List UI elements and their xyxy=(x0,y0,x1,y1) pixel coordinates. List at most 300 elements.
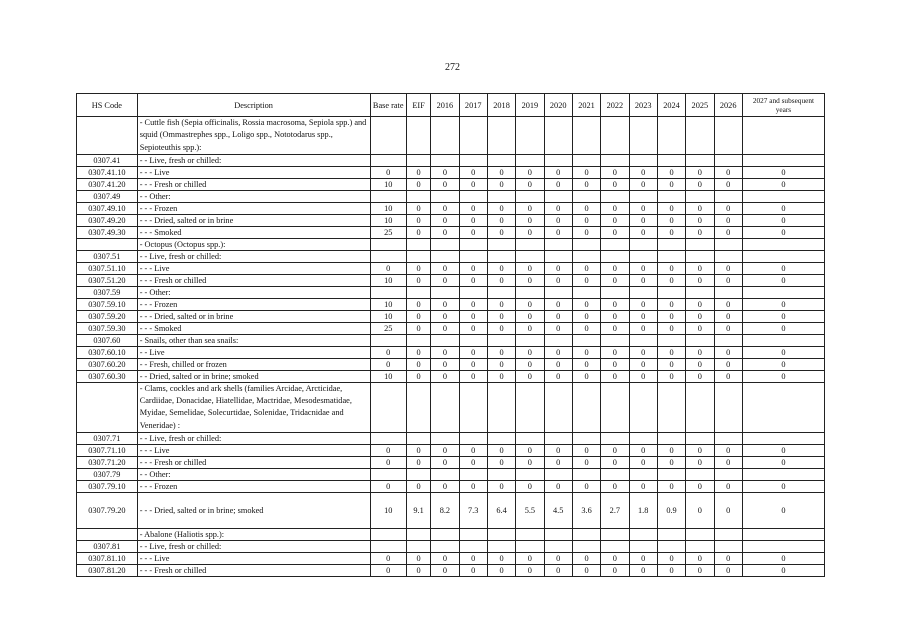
rate-cell: 0 xyxy=(601,178,629,190)
description-cell: - - - Fresh or chilled xyxy=(137,565,370,577)
rate-cell: 0 xyxy=(686,274,714,286)
rate-cell xyxy=(742,334,824,346)
header-year-2019: 2019 xyxy=(516,94,544,117)
rate-cell xyxy=(686,382,714,432)
rate-cell: 0 xyxy=(431,346,459,358)
rate-cell xyxy=(459,334,487,346)
rate-cell: 0 xyxy=(431,358,459,370)
rate-cell: 0 xyxy=(742,166,824,178)
rate-cell xyxy=(516,250,544,262)
rate-cell: 0 xyxy=(657,274,685,286)
rate-cell: 0 xyxy=(601,202,629,214)
rate-cell: 0 xyxy=(431,565,459,577)
rate-cell: 0 xyxy=(686,358,714,370)
table-row xyxy=(77,262,825,274)
rate-cell: 0 xyxy=(459,226,487,238)
rate-cell: 0 xyxy=(459,310,487,322)
rate-cell: 0 xyxy=(714,481,742,493)
rate-cell xyxy=(657,286,685,298)
rate-cell: 0 xyxy=(516,370,544,382)
rate-cell xyxy=(487,154,515,166)
rate-cell: 0 xyxy=(686,445,714,457)
rate-cell xyxy=(370,286,406,298)
rate-cell xyxy=(487,382,515,432)
rate-cell: 0 xyxy=(686,370,714,382)
description-cell: - - - Smoked xyxy=(137,226,370,238)
rate-cell: 0 xyxy=(544,565,572,577)
rate-cell: 0 xyxy=(742,298,824,310)
header-year-2023: 2023 xyxy=(629,94,657,117)
rate-cell: 0 xyxy=(370,445,406,457)
rate-cell xyxy=(516,469,544,481)
rate-cell: 0 xyxy=(370,166,406,178)
table-row xyxy=(77,214,825,226)
rate-cell: 0 xyxy=(714,457,742,469)
rate-cell xyxy=(742,250,824,262)
rate-cell: 0 xyxy=(459,346,487,358)
rate-cell: 0 xyxy=(742,178,824,190)
rate-cell xyxy=(686,238,714,250)
rate-cell: 0 xyxy=(686,346,714,358)
description-cell: - - - Live xyxy=(137,166,370,178)
rate-cell: 0 xyxy=(686,457,714,469)
rate-cell xyxy=(629,190,657,202)
header-year-2021: 2021 xyxy=(572,94,600,117)
rate-cell xyxy=(601,541,629,553)
rate-cell: 0 xyxy=(544,445,572,457)
rate-cell: 0 xyxy=(406,457,430,469)
description-cell: - - Live xyxy=(137,346,370,358)
rate-cell xyxy=(544,433,572,445)
rate-cell: 0 xyxy=(544,457,572,469)
rate-cell: 0 xyxy=(431,166,459,178)
rate-cell xyxy=(601,117,629,155)
rate-cell: 0 xyxy=(516,214,544,226)
rate-cell xyxy=(431,433,459,445)
rate-cell xyxy=(686,541,714,553)
rate-cell: 0 xyxy=(544,214,572,226)
rate-cell: 0 xyxy=(742,370,824,382)
rate-cell: 0 xyxy=(544,370,572,382)
rate-cell: 0 xyxy=(459,457,487,469)
rate-cell xyxy=(742,286,824,298)
rate-cell: 0 xyxy=(629,481,657,493)
rate-cell xyxy=(370,382,406,432)
rate-cell xyxy=(370,334,406,346)
header-description: Description xyxy=(137,94,370,117)
rate-cell: 0 xyxy=(601,565,629,577)
rate-cell: 0 xyxy=(487,202,515,214)
rate-cell xyxy=(487,433,515,445)
rate-cell: 0 xyxy=(459,565,487,577)
description-cell: - - Live, fresh or chilled: xyxy=(137,433,370,445)
rate-cell: 0 xyxy=(431,553,459,565)
rate-cell xyxy=(459,238,487,250)
table-row xyxy=(77,322,825,334)
rate-cell: 0 xyxy=(742,493,824,529)
rate-cell: 0 xyxy=(742,553,824,565)
rate-cell: 0 xyxy=(516,262,544,274)
rate-cell: 0 xyxy=(629,346,657,358)
rate-cell xyxy=(459,469,487,481)
rate-cell: 0 xyxy=(686,310,714,322)
rate-cell xyxy=(406,154,430,166)
rate-cell xyxy=(370,469,406,481)
rate-cell: 10 xyxy=(370,310,406,322)
rate-cell: 0 xyxy=(544,358,572,370)
rate-cell xyxy=(742,238,824,250)
table-row xyxy=(77,190,825,202)
table-row xyxy=(77,250,825,262)
rate-cell xyxy=(629,250,657,262)
header-year-2020: 2020 xyxy=(544,94,572,117)
rate-cell xyxy=(629,469,657,481)
description-cell: - - - Smoked xyxy=(137,322,370,334)
rate-cell xyxy=(487,334,515,346)
rate-cell: 0 xyxy=(629,226,657,238)
rate-cell xyxy=(686,469,714,481)
rate-cell: 0 xyxy=(459,202,487,214)
table-row xyxy=(77,274,825,286)
rate-cell: 0 xyxy=(459,214,487,226)
rate-cell xyxy=(487,190,515,202)
rate-cell: 0 xyxy=(572,346,600,358)
rate-cell xyxy=(601,529,629,541)
table-row xyxy=(77,433,825,445)
rate-cell: 0 xyxy=(516,226,544,238)
header-year-2026: 2026 xyxy=(714,94,742,117)
rate-cell xyxy=(487,529,515,541)
rate-cell: 0 xyxy=(657,262,685,274)
rate-cell: 0 xyxy=(742,262,824,274)
rate-cell: 0 xyxy=(544,310,572,322)
table-row xyxy=(77,298,825,310)
rate-cell: 0 xyxy=(459,358,487,370)
description-cell: - - Fresh, chilled or frozen xyxy=(137,358,370,370)
rate-cell xyxy=(544,334,572,346)
description-cell: - - Other: xyxy=(137,286,370,298)
rate-cell: 0 xyxy=(686,202,714,214)
rate-cell: 0 xyxy=(487,166,515,178)
rate-cell: 0 xyxy=(742,214,824,226)
rate-cell: 0 xyxy=(629,274,657,286)
rate-cell xyxy=(487,250,515,262)
rate-cell xyxy=(459,154,487,166)
header-hs-code: HS Code xyxy=(77,94,138,117)
rate-cell: 0 xyxy=(431,262,459,274)
rate-cell xyxy=(657,190,685,202)
rate-cell xyxy=(686,190,714,202)
hs-code-cell: 0307.41 xyxy=(77,154,138,166)
rate-cell xyxy=(714,250,742,262)
rate-cell: 10 xyxy=(370,178,406,190)
rate-cell xyxy=(516,541,544,553)
rate-cell xyxy=(714,541,742,553)
rate-cell xyxy=(406,250,430,262)
rate-cell: 0 xyxy=(714,445,742,457)
rate-cell: 0 xyxy=(544,346,572,358)
rate-cell xyxy=(487,541,515,553)
rate-cell: 1.8 xyxy=(629,493,657,529)
rate-cell: 0 xyxy=(657,445,685,457)
rate-cell: 0 xyxy=(714,358,742,370)
rate-cell: 0 xyxy=(714,322,742,334)
rate-cell xyxy=(686,529,714,541)
rate-cell: 0 xyxy=(487,274,515,286)
table-row xyxy=(77,202,825,214)
rate-cell: 0 xyxy=(686,493,714,529)
rate-cell xyxy=(370,190,406,202)
rate-cell: 0 xyxy=(629,553,657,565)
table-row xyxy=(77,238,825,250)
rate-cell: 9.1 xyxy=(406,493,430,529)
rate-cell: 8.2 xyxy=(431,493,459,529)
rate-cell xyxy=(459,250,487,262)
rate-cell xyxy=(601,334,629,346)
rate-cell xyxy=(431,529,459,541)
rate-cell: 0 xyxy=(516,358,544,370)
table-body xyxy=(77,117,825,577)
rate-cell xyxy=(406,334,430,346)
rate-cell: 0 xyxy=(516,166,544,178)
rate-cell: 0 xyxy=(487,445,515,457)
rate-cell: 0 xyxy=(406,166,430,178)
rate-cell xyxy=(714,286,742,298)
hs-code-cell: 0307.60 xyxy=(77,334,138,346)
rate-cell: 0 xyxy=(714,310,742,322)
rate-cell xyxy=(686,117,714,155)
rate-cell: 0 xyxy=(406,214,430,226)
rate-cell xyxy=(601,190,629,202)
rate-cell xyxy=(516,334,544,346)
rate-cell xyxy=(742,117,824,155)
hs-code-cell: 0307.71.10 xyxy=(77,445,138,457)
table-row xyxy=(77,445,825,457)
rate-cell xyxy=(431,117,459,155)
rate-cell: 0 xyxy=(431,481,459,493)
rate-cell: 0 xyxy=(487,481,515,493)
rate-cell xyxy=(572,433,600,445)
hs-code-cell: 0307.59 xyxy=(77,286,138,298)
rate-cell: 0 xyxy=(459,274,487,286)
rate-cell: 0 xyxy=(544,226,572,238)
rate-cell: 0 xyxy=(487,457,515,469)
rate-cell: 0 xyxy=(516,310,544,322)
rate-cell: 0 xyxy=(572,445,600,457)
rate-cell: 3.6 xyxy=(572,493,600,529)
rate-cell xyxy=(629,117,657,155)
rate-cell xyxy=(657,238,685,250)
rate-cell: 0 xyxy=(487,358,515,370)
rate-cell xyxy=(406,469,430,481)
rate-cell xyxy=(657,334,685,346)
description-cell: - Cuttle fish (Sepia officinalis, Rossia macrosoma, Sepiola spp.) and squid (Ommastrephes spp., Loligo spp., Nototodarus spp., Sepioteuthis spp.): xyxy=(137,117,370,155)
rate-cell: 0 xyxy=(572,202,600,214)
rate-cell xyxy=(487,469,515,481)
rate-cell: 0 xyxy=(459,322,487,334)
rate-cell xyxy=(431,334,459,346)
rate-cell xyxy=(629,382,657,432)
rate-cell xyxy=(516,529,544,541)
rate-cell: 0 xyxy=(406,553,430,565)
rate-cell: 0 xyxy=(686,178,714,190)
rate-cell xyxy=(406,433,430,445)
table-row xyxy=(77,481,825,493)
table-row xyxy=(77,370,825,382)
rate-cell: 0 xyxy=(516,274,544,286)
rate-cell: 0 xyxy=(657,226,685,238)
rate-cell xyxy=(544,238,572,250)
rate-cell: 0 xyxy=(516,565,544,577)
rate-cell: 0 xyxy=(406,481,430,493)
rate-cell: 0 xyxy=(516,457,544,469)
rate-cell: 0 xyxy=(459,445,487,457)
rate-cell xyxy=(572,190,600,202)
description-cell: - - Other: xyxy=(137,190,370,202)
rate-cell: 0.9 xyxy=(657,493,685,529)
rate-cell: 0 xyxy=(406,370,430,382)
rate-cell: 0 xyxy=(601,358,629,370)
rate-cell xyxy=(406,190,430,202)
hs-code-cell: 0307.51 xyxy=(77,250,138,262)
rate-cell: 0 xyxy=(714,226,742,238)
rate-cell: 0 xyxy=(714,565,742,577)
rate-cell: 0 xyxy=(516,346,544,358)
rate-cell: 0 xyxy=(714,166,742,178)
rate-cell: 0 xyxy=(406,445,430,457)
rate-cell xyxy=(544,154,572,166)
description-cell: - - - Live xyxy=(137,445,370,457)
table-row xyxy=(77,117,825,155)
rate-cell xyxy=(544,541,572,553)
rate-cell: 0 xyxy=(431,310,459,322)
description-cell: - - - Dried, salted or in brine; smoked xyxy=(137,493,370,529)
table-row xyxy=(77,154,825,166)
rate-cell: 0 xyxy=(657,346,685,358)
rate-cell xyxy=(629,541,657,553)
rate-cell xyxy=(431,250,459,262)
rate-cell: 0 xyxy=(572,178,600,190)
description-cell: - - Live, fresh or chilled: xyxy=(137,154,370,166)
rate-cell xyxy=(686,433,714,445)
rate-cell: 0 xyxy=(714,202,742,214)
rate-cell: 0 xyxy=(459,166,487,178)
rate-cell xyxy=(370,529,406,541)
rate-cell: 0 xyxy=(629,358,657,370)
rate-cell: 0 xyxy=(629,262,657,274)
rate-cell xyxy=(657,529,685,541)
rate-cell: 0 xyxy=(431,298,459,310)
table-row xyxy=(77,457,825,469)
rate-cell: 0 xyxy=(714,553,742,565)
rate-cell xyxy=(714,238,742,250)
rate-cell xyxy=(657,469,685,481)
rate-cell xyxy=(406,382,430,432)
rate-cell: 0 xyxy=(431,214,459,226)
rate-cell xyxy=(370,433,406,445)
table-row xyxy=(77,178,825,190)
rate-cell: 0 xyxy=(601,262,629,274)
rate-cell: 0 xyxy=(686,481,714,493)
rate-cell: 5.5 xyxy=(516,493,544,529)
rate-cell: 0 xyxy=(459,553,487,565)
rate-cell: 0 xyxy=(544,166,572,178)
rate-cell xyxy=(459,382,487,432)
table-row xyxy=(77,541,825,553)
rate-cell: 0 xyxy=(714,214,742,226)
rate-cell: 0 xyxy=(487,178,515,190)
rate-cell: 0 xyxy=(370,481,406,493)
rate-cell: 0 xyxy=(516,553,544,565)
description-cell: - Snails, other than sea snails: xyxy=(137,334,370,346)
header-year-2025: 2025 xyxy=(686,94,714,117)
rate-cell xyxy=(657,250,685,262)
header-year-2016: 2016 xyxy=(431,94,459,117)
rate-cell: 0 xyxy=(572,226,600,238)
hs-code-cell xyxy=(77,117,138,155)
rate-cell: 2.7 xyxy=(601,493,629,529)
description-cell: - - Live, fresh or chilled: xyxy=(137,541,370,553)
rate-cell xyxy=(629,433,657,445)
table-row xyxy=(77,346,825,358)
rate-cell: 0 xyxy=(657,214,685,226)
rate-cell: 0 xyxy=(370,358,406,370)
rate-cell: 0 xyxy=(572,370,600,382)
table-row xyxy=(77,382,825,432)
rate-cell xyxy=(742,469,824,481)
rate-cell xyxy=(544,117,572,155)
rate-cell xyxy=(406,238,430,250)
rate-cell: 0 xyxy=(572,322,600,334)
rate-cell: 0 xyxy=(572,553,600,565)
rate-cell: 0 xyxy=(572,274,600,286)
header-year-2018: 2018 xyxy=(487,94,515,117)
hs-code-cell: 0307.51.10 xyxy=(77,262,138,274)
rate-cell: 0 xyxy=(601,166,629,178)
rate-cell: 0 xyxy=(431,445,459,457)
rate-cell: 0 xyxy=(516,322,544,334)
rate-cell: 0 xyxy=(601,370,629,382)
table-row xyxy=(77,358,825,370)
hs-code-cell: 0307.59.30 xyxy=(77,322,138,334)
rate-cell: 0 xyxy=(544,553,572,565)
rate-cell xyxy=(601,286,629,298)
rate-cell xyxy=(601,469,629,481)
rate-cell xyxy=(742,433,824,445)
rate-cell: 0 xyxy=(657,298,685,310)
rate-cell xyxy=(370,238,406,250)
rate-cell xyxy=(686,154,714,166)
rate-cell xyxy=(686,250,714,262)
rate-cell xyxy=(516,382,544,432)
rate-cell: 10 xyxy=(370,370,406,382)
hs-code-cell: 0307.60.30 xyxy=(77,370,138,382)
rate-cell: 0 xyxy=(657,202,685,214)
rate-cell: 0 xyxy=(487,298,515,310)
rate-cell: 25 xyxy=(370,322,406,334)
rate-cell: 10 xyxy=(370,214,406,226)
rate-cell xyxy=(431,190,459,202)
rate-cell: 0 xyxy=(431,202,459,214)
rate-cell: 0 xyxy=(431,274,459,286)
rate-cell xyxy=(370,154,406,166)
rate-cell xyxy=(601,433,629,445)
rate-cell xyxy=(572,529,600,541)
rate-cell xyxy=(572,117,600,155)
rate-cell: 0 xyxy=(544,298,572,310)
rate-cell: 7.3 xyxy=(459,493,487,529)
rate-cell xyxy=(406,117,430,155)
